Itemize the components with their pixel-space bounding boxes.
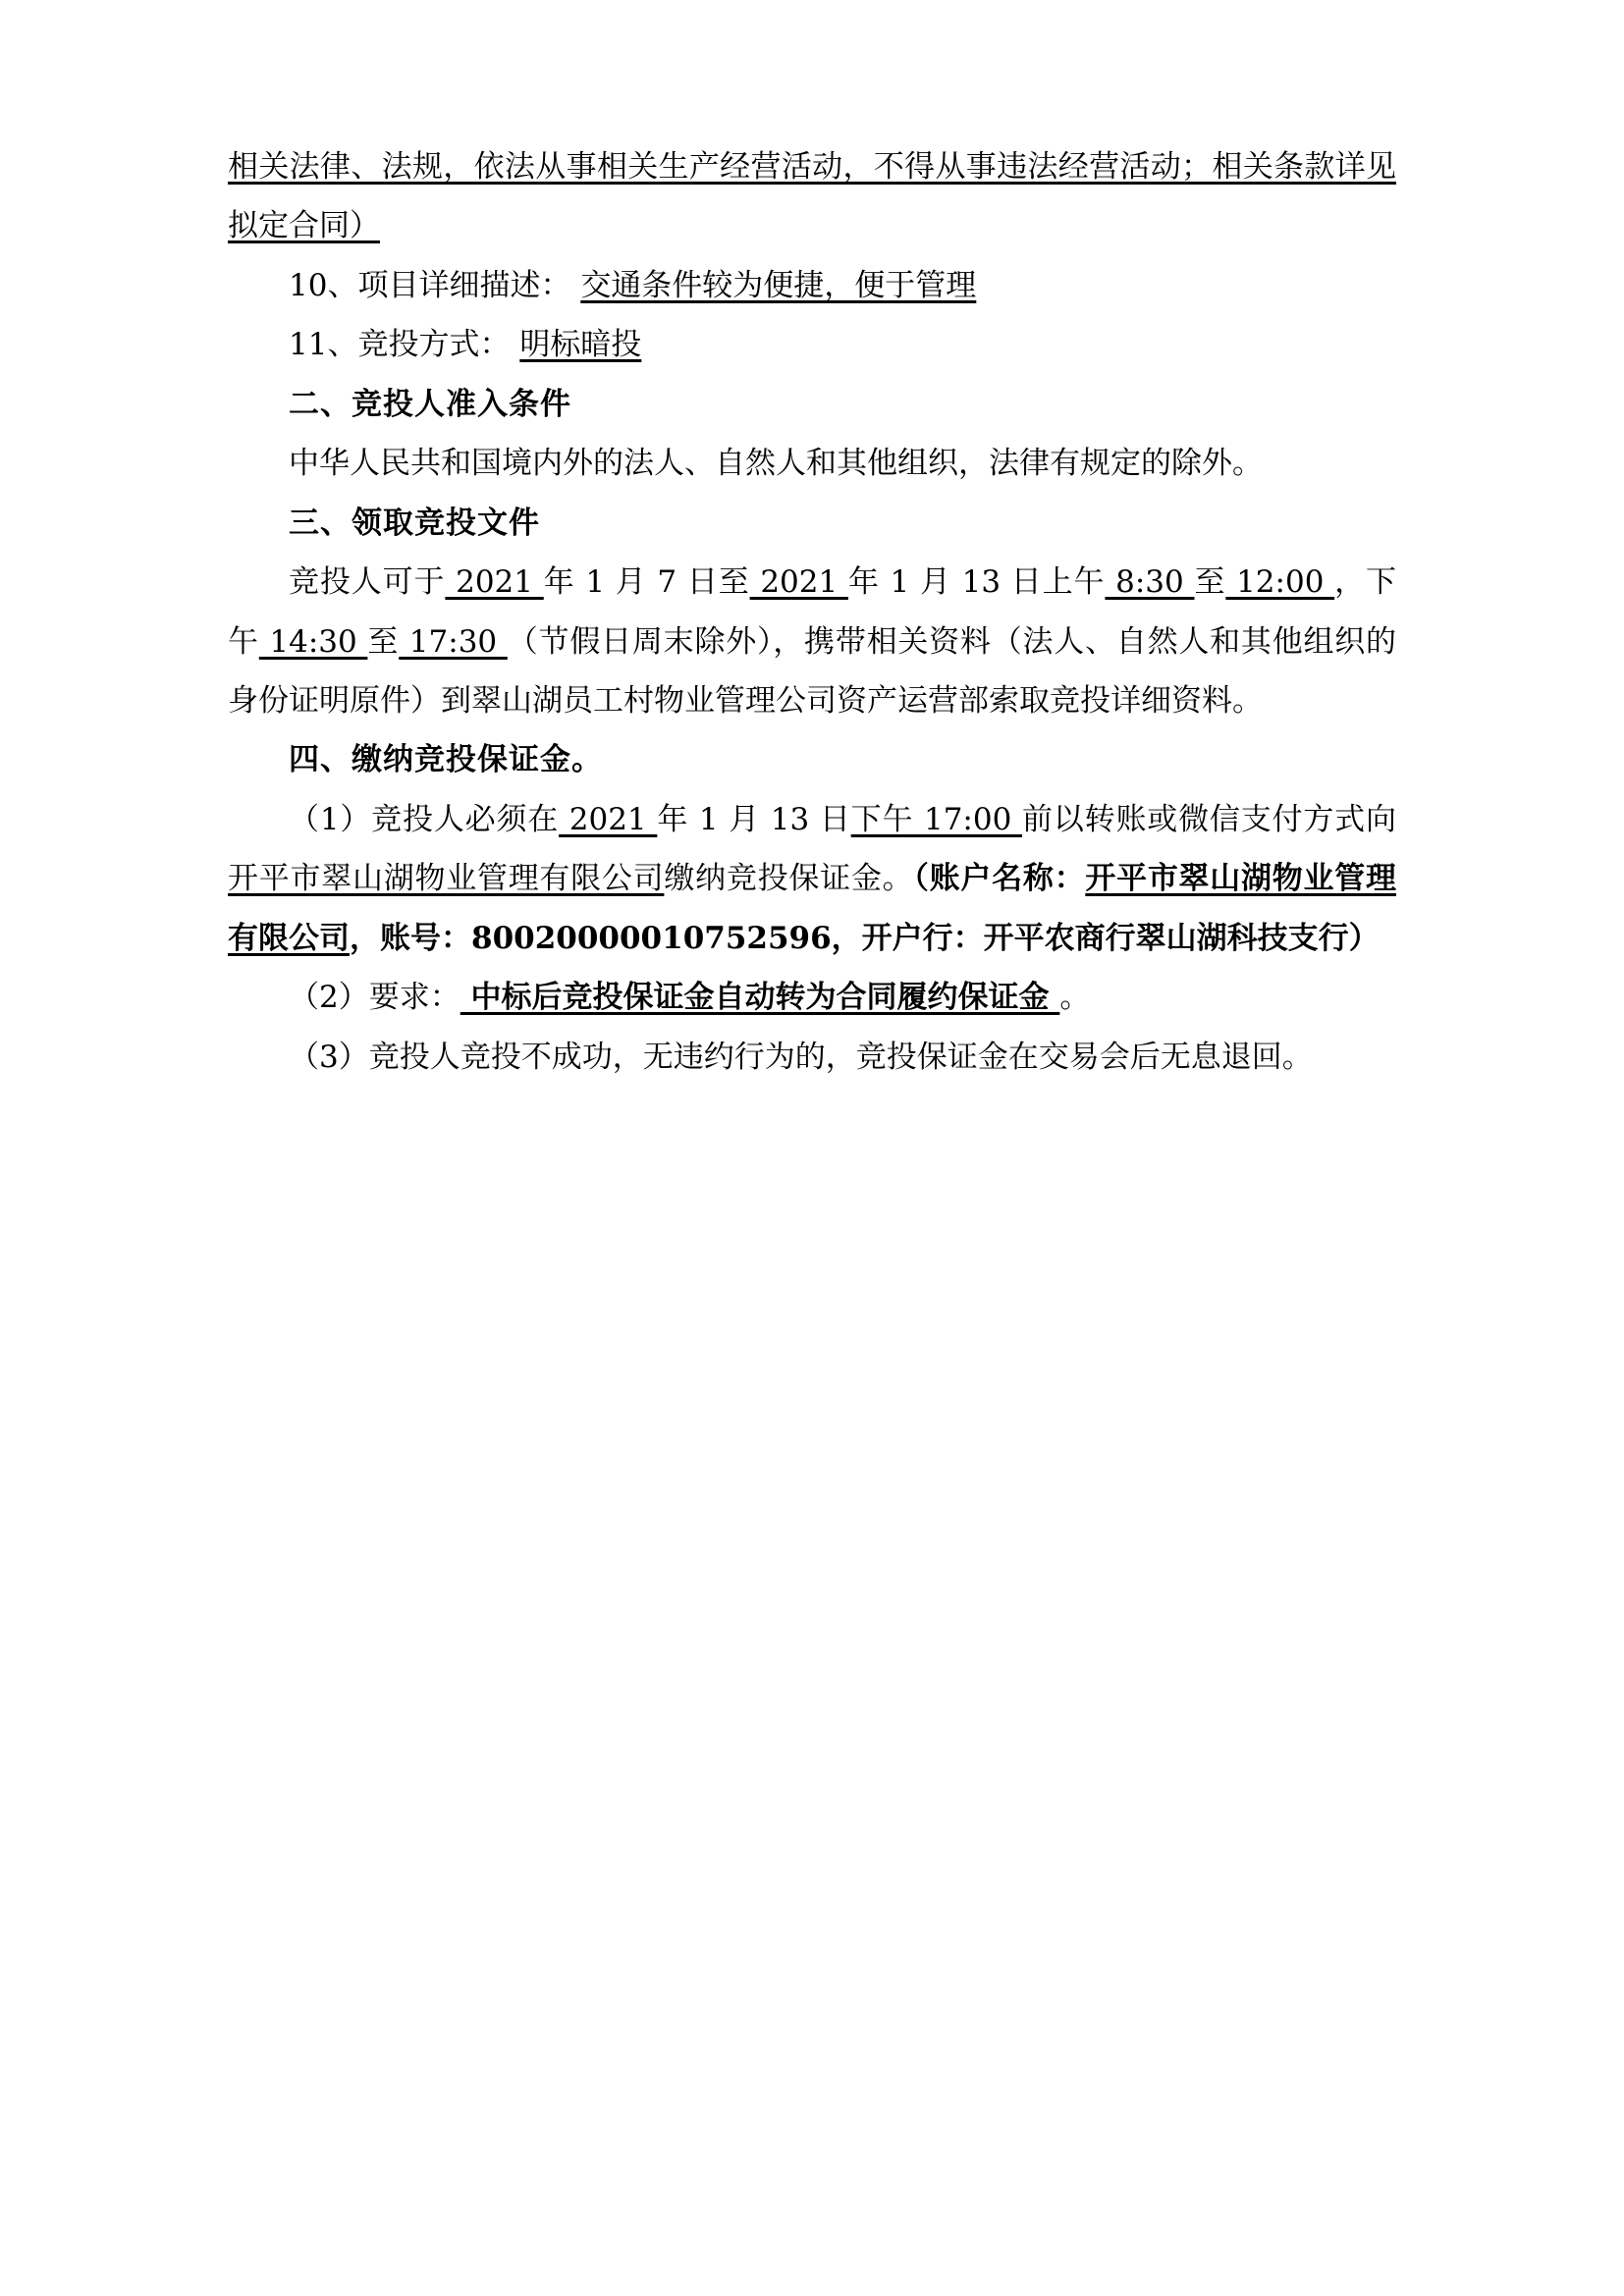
item-10-label: 10、项目详细描述： [289,267,571,303]
paragraph-section-three-body-segment-12: （节假日周末除外），携带相关资料（法人、自然人和其他组织的身份证明原件）到翠山湖员工村物业管理公司资产运营部索取竞投详细资料。 [228,623,1397,719]
paragraph-section-four-item-2 [228,968,1396,1027]
paragraph-section-four-item-1-segment-4: 前以转账或微信支付方式向 [1022,801,1397,837]
heading-section-three: 三、领取竞投文件 [289,505,540,541]
paragraph-section-three-body-segment-6: 至 [1194,564,1226,601]
paragraph-section-three-body-segment-10: 至 [367,623,400,660]
paragraph-item-10 [228,256,1396,315]
paragraph-section-three-body-segment-1: 2021 [445,564,544,601]
paragraph-section-two-body: 中华人民共和国境内外的法人、自然人和其他组织，法律有规定的除外。 [289,446,1263,482]
paragraph-section-three-body [228,553,1396,730]
heading-section-two: 二、竞投人准入条件 [289,386,571,422]
paragraph-section-four-item-1-segment-8: 开平市翠山湖物业管理有限公司 [228,861,1397,956]
paragraph-section-three-body-segment-0: 竞投人可于 [289,564,446,601]
paragraph-section-three-body-segment-3: 2021 [749,564,848,601]
paragraph-section-four-item-1-segment-9: ，账号：80020000010752596，开户行：开平农商行翠山湖科技支行） [350,920,1380,956]
paragraph-section-four-item-1-segment-5: 开平市翠山湖物业管理有限公司 [228,861,665,897]
paragraph-section-four-item-1-segment-2: 年 1 月 13 日 [657,801,851,837]
paragraph-section-four-item-2-segment-1: 中标后竞投保证金自动转为合同履约保证金 [460,980,1060,1016]
item-11-label: 11、竞投方式： [289,327,511,363]
paragraph-section-three-body-segment-5: 8:30 [1105,564,1195,601]
paragraph-section-four-item-1-segment-6: 缴纳竞投保证金。 [664,861,914,897]
paragraph-section-three-body-segment-7: 12:00 [1225,564,1335,601]
paragraph-section-three-body-segment-4: 年 1 月 13 日上午 [847,564,1106,601]
paragraph-section-three-body-segment-2: 年 1 月 7 日至 [543,564,750,601]
paragraph-section-four-item-3: （3）竞投人竞投不成功，无违约行为的，竞投保证金在交易会后无息退回。 [289,1039,1313,1075]
paragraph-section-four-item-1-segment-0: （1）竞投人必须在 [289,801,560,837]
paragraph-item-11 [228,315,1396,374]
paragraph-section-three-body-segment-11: 17:30 [399,623,508,660]
paragraph-section-three-body-segment-9: 14:30 [258,623,368,660]
document-body [228,137,1396,1087]
item-10-value: 交通条件较为便捷，便于管理 [580,267,977,303]
paragraph-section-three-body-segment-8: ，下午 [228,564,1397,660]
paragraph-section-four-item-1-segment-3: 下午 17:00 [850,801,1022,837]
paragraph-section-four-item-2-segment-0: （2）要求： [289,980,460,1016]
paragraph-legal-continuation: 相关法律、法规，依法从事相关生产经营活动，不得从事违法经营活动；相关条款详见拟定合同） [228,149,1396,244]
paragraph-section-four-item-2-segment-2: 。 [1059,980,1091,1016]
heading-section-four: 四、缴纳竞投保证金。 [289,742,603,778]
paragraph-section-four-item-1-segment-1: 2021 [559,801,658,837]
paragraph-section-four-item-1-segment-7: （账户名称： [913,861,1086,897]
paragraph-section-four-item-1 [228,790,1396,968]
item-11-value: 明标暗投 [519,327,642,363]
